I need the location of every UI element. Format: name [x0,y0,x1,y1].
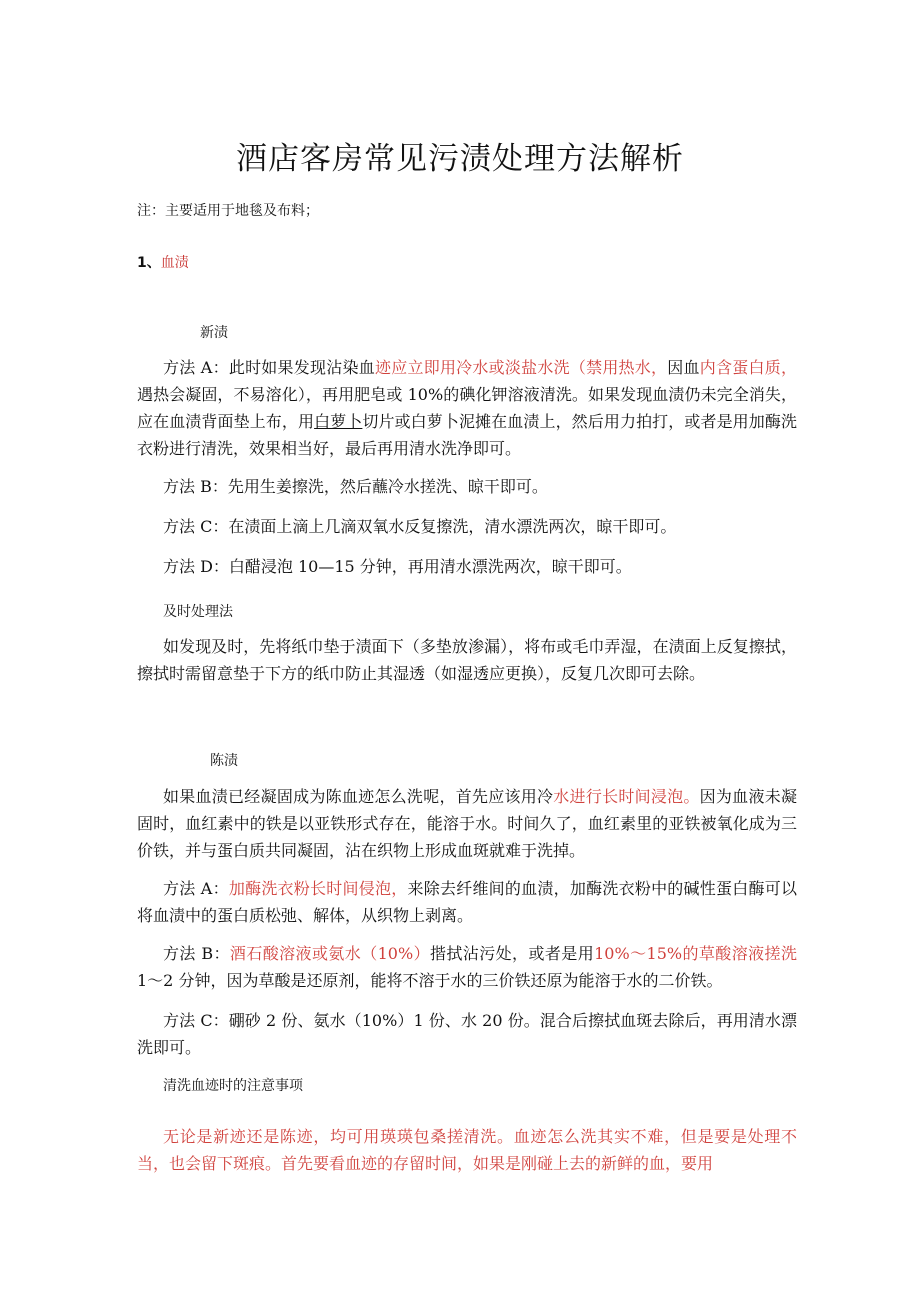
section-heading-blood [137,252,189,272]
text-run: 方法 B： [163,944,230,963]
timely-text: 如发现及时，先将纸巾垫于渍面下（多垫放渗漏），将布或毛巾弄湿，在渍面上反复擦拭，擦拭时需留意垫于下方的纸巾防止其湿透（如湿透应更换），反复几次即可去除。 [137,637,797,683]
text-run: 遇热会凝固，不易溶化），再用肥皂或 10%的碘化钾溶液清洗。如果发现血渍仍未完全消失，应在血渍背面垫上布，用 [137,385,797,431]
text-run: 因为血液未凝固时，血红素中的铁是以亚铁形式存在，能溶于水。时间久了，血红素里的亚铁被氧化成为三价铁，并与蛋白质共同凝固，沾在织物上形成血斑就难于洗掉。 [137,787,797,860]
highlight-run: 酒石酸溶液或氨水（10%） [229,944,430,963]
section-number: 1、 [137,255,161,271]
text-run: 来除去纤维间的血渍，加酶洗衣粉中的碱性蛋白酶可以将血渍中的蛋白质松弛、解体，从织物上剥离。 [137,879,797,925]
highlight-run: 10%～15%的草酸溶液搓洗 [594,944,797,963]
text-run: 1～2 分钟，因为草酸是还原剂，能将不溶于水的三价铁还原为能溶于水的二价铁。 [137,971,723,990]
cautions-text: 无论是新迹还是陈迹，均可用瑛瑛包桑搓清洗。血迹怎么洗其实不难，但是要是处理不当，也会留下斑痕。首先要看血迹的存留时间，如果是刚碰上去的新鲜的血，要用 [137,1127,797,1173]
subheading-timely: 及时处理法 [163,604,233,620]
fresh-method-b: 方法 B：先用生姜擦洗，然后蘸冷水搓洗、晾干即可。 [163,477,548,496]
subheading-old: 陈渍 [210,753,238,769]
fresh-method-c: 方法 C：在渍面上滴上几滴双氧水反复擦洗，清水漂洗两次，晾干即可。 [163,517,677,536]
text-run: 因血 [667,358,700,377]
text-run: 切片或白萝卜泥摊在血渍上，然后用力拍打，或者是用加酶洗衣粉进行清洗，效果相当好，最后再用清水洗净即可。 [137,412,797,458]
old-method-c: 方法 C：硼砂 2 份、氨水（10%）1 份、水 20 份。混合后擦拭血斑去除后，再用清水漂洗即可。 [137,1011,797,1057]
text-run: 方法 A： [163,879,229,898]
highlight-run: 水进行长时间浸泡。 [553,787,700,806]
text-run: 如果血渍已经凝固成为陈血迹怎么洗呢，首先应该用冷 [163,787,554,806]
highlight-run: 加酶洗衣粉长时间侵泡， [228,879,408,898]
subheading-cautions: 清洗血迹时的注意事项 [163,1078,303,1094]
highlight-run: 迹应立即用冷水或淡盐水洗（禁用热水， [374,358,668,377]
page-title: 酒店客房常见污渍处理方法解析 [236,140,684,177]
old-method-a [137,875,797,929]
old-intro [137,783,797,864]
subheading-fresh: 新渍 [200,325,228,341]
section-name: 血渍 [160,255,189,271]
text-run: 方法 A：此时如果发现沾染血 [163,358,375,377]
scope-note: 注：主要适用于地毯及布料； [137,203,319,219]
fresh-method-a [137,354,797,462]
highlight-run: 内含蛋白质， [699,358,797,377]
old-method-b [137,940,797,994]
text-run: 揩拭沾污处，或者是用 [430,944,595,963]
fresh-method-d: 方法 D：白醋浸泡 10—15 分钟，再用清水漂洗两次，晾干即可。 [163,557,632,576]
underlined-run: 白萝卜 [314,412,363,431]
